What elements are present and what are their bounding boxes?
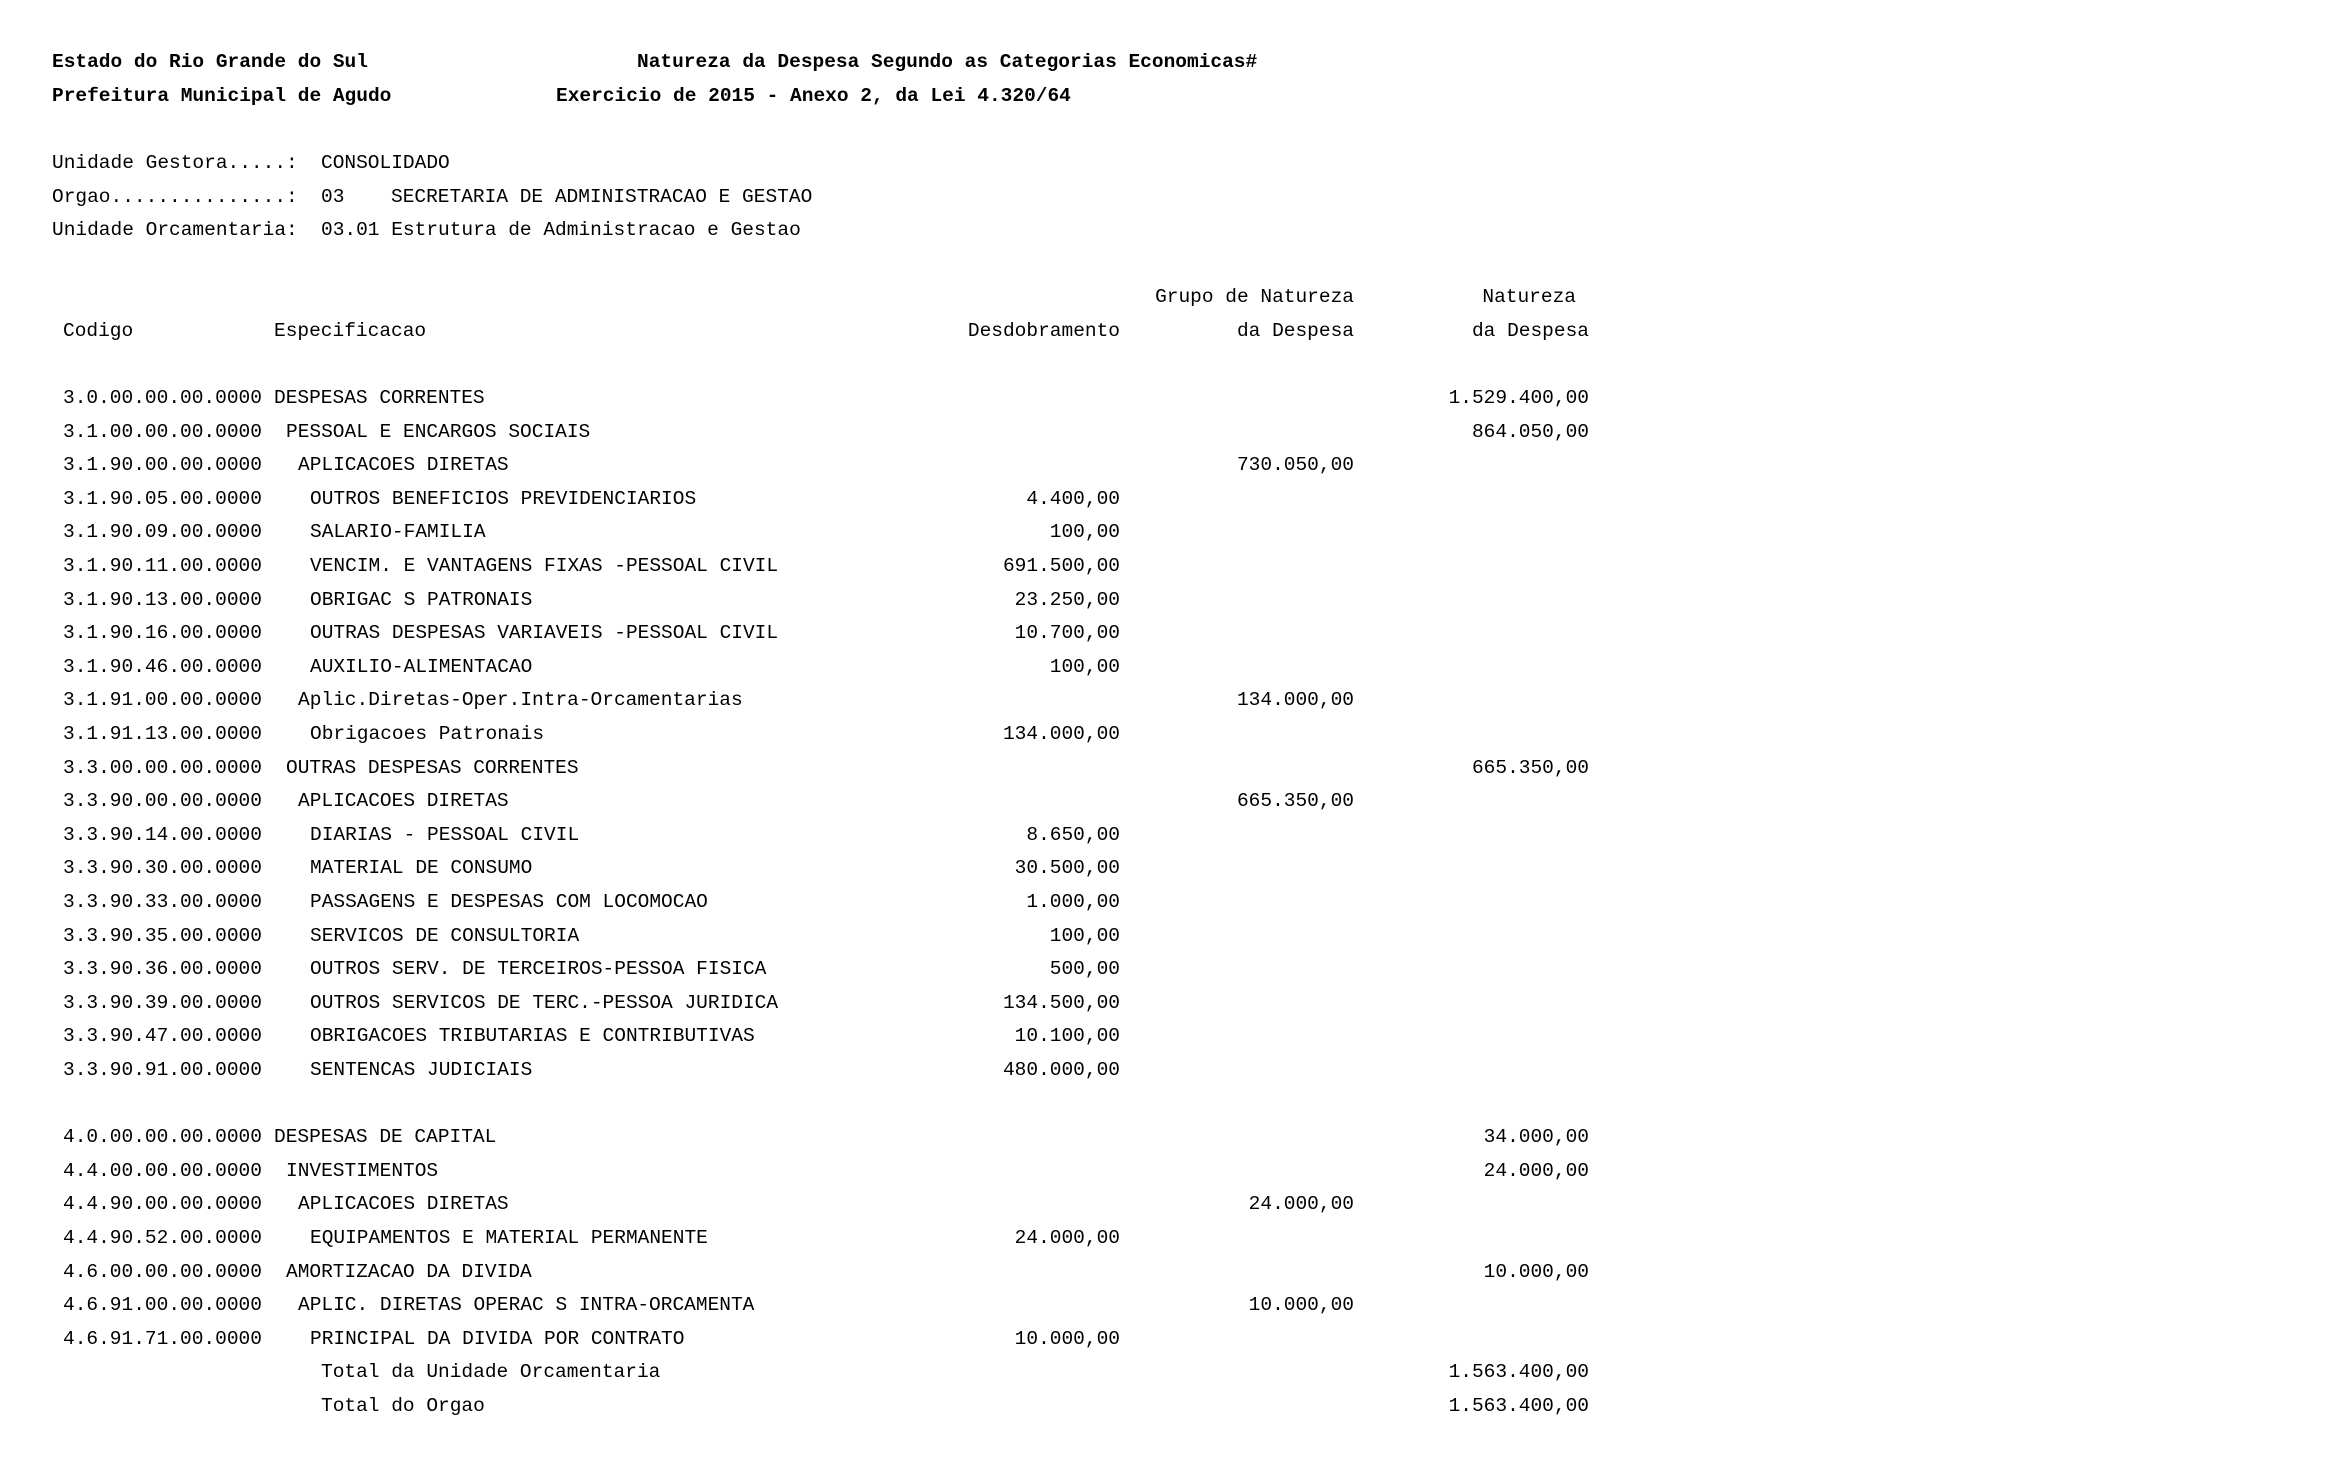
row-code: 4.4.00.00.00.0000 — [63, 1160, 262, 1182]
table-row — [0, 856, 2339, 886]
row-code: 3.3.00.00.00.0000 — [63, 757, 262, 779]
row-description: Obrigacoes Patronais — [310, 723, 545, 745]
row-grupo-natureza: 665.350,00 — [1236, 790, 1354, 812]
col-natureza-header-line1: Natureza — [1482, 286, 1576, 308]
table-row — [0, 420, 2339, 450]
row-description: Aplic.Diretas-Oper.Intra-Orcamentarias — [298, 689, 743, 711]
row-description: MATERIAL DE CONSUMO — [310, 857, 533, 879]
row-desdobramento: 480.000,00 — [1002, 1059, 1120, 1081]
row-description: Total do Orgao — [321, 1395, 485, 1417]
row-desdobramento: 10.100,00 — [1014, 1025, 1120, 1047]
col-desdobramento-header: Desdobramento — [967, 320, 1120, 342]
row-code: 3.3.90.00.00.0000 — [63, 790, 262, 812]
row-grupo-natureza: 730.050,00 — [1236, 454, 1354, 476]
row-code: 3.1.90.13.00.0000 — [63, 589, 262, 611]
row-desdobramento: 10.700,00 — [1014, 622, 1120, 644]
row-desdobramento: 24.000,00 — [1014, 1227, 1120, 1249]
row-description: EQUIPAMENTOS E MATERIAL PERMANENTE — [310, 1227, 708, 1249]
row-description: DESPESAS DE CAPITAL — [274, 1126, 497, 1148]
row-desdobramento: 23.250,00 — [1014, 589, 1120, 611]
row-grupo-natureza: 10.000,00 — [1248, 1294, 1354, 1316]
table-row — [0, 1058, 2339, 1088]
table-row — [0, 890, 2339, 920]
row-grupo-natureza: 24.000,00 — [1248, 1193, 1354, 1215]
row-description: APLICACOES DIRETAS — [298, 790, 509, 812]
row-description: OUTROS SERVICOS DE TERC.-PESSOA JURIDICA — [310, 992, 779, 1014]
table-row — [0, 823, 2339, 853]
row-description: SALARIO-FAMILIA — [310, 521, 486, 543]
row-natureza: 864.050,00 — [1471, 421, 1589, 443]
row-code: 3.3.90.33.00.0000 — [63, 891, 262, 913]
table-row — [0, 588, 2339, 618]
table-row — [0, 520, 2339, 550]
row-natureza: 665.350,00 — [1471, 757, 1589, 779]
table-row — [0, 957, 2339, 987]
orcamentaria-label: Unidade Orcamentaria: — [52, 219, 298, 241]
row-code: 4.6.00.00.00.0000 — [63, 1261, 262, 1283]
col-natureza-header-line2: da Despesa — [1471, 320, 1589, 342]
row-code: 3.1.00.00.00.0000 — [63, 421, 262, 443]
row-code: 4.4.90.00.00.0000 — [63, 1193, 262, 1215]
table-row — [0, 655, 2339, 685]
row-code: 3.3.90.14.00.0000 — [63, 824, 262, 846]
row-code: 4.6.91.71.00.0000 — [63, 1328, 262, 1350]
report-title: Natureza da Despesa Segundo as Categorias Economicas# — [637, 51, 1258, 73]
row-description: PASSAGENS E DESPESAS COM LOCOMOCAO — [310, 891, 708, 913]
row-description: APLICACOES DIRETAS — [298, 1193, 509, 1215]
row-description: APLIC. DIRETAS OPERAC S INTRA-ORCAMENTA — [298, 1294, 755, 1316]
table-row — [0, 386, 2339, 416]
row-desdobramento: 4.400,00 — [1026, 488, 1120, 510]
col-codigo-header: Codigo — [63, 320, 134, 342]
row-code: 3.1.90.00.00.0000 — [63, 454, 262, 476]
municipality-name: Prefeitura Municipal de Agudo — [52, 85, 392, 107]
table-row — [0, 1394, 2339, 1424]
row-desdobramento: 134.500,00 — [1002, 992, 1120, 1014]
row-natureza: 1.563.400,00 — [1448, 1395, 1589, 1417]
row-description: OBRIGAC S PATRONAIS — [310, 589, 533, 611]
row-description: SERVICOS DE CONSULTORIA — [310, 925, 580, 947]
table-row — [0, 554, 2339, 584]
row-code: 3.1.90.09.00.0000 — [63, 521, 262, 543]
row-description: DESPESAS CORRENTES — [274, 387, 485, 409]
row-description: OUTROS SERV. DE TERCEIROS-PESSOA FISICA — [310, 958, 767, 980]
col-grupo-header-line1: Grupo de Natureza — [1155, 286, 1354, 308]
table-row — [0, 924, 2339, 954]
row-desdobramento: 500,00 — [1049, 958, 1120, 980]
row-description: INVESTIMENTOS — [286, 1160, 439, 1182]
row-code: 3.1.90.11.00.0000 — [63, 555, 262, 577]
row-desdobramento: 8.650,00 — [1026, 824, 1120, 846]
table-row — [0, 1192, 2339, 1222]
gestora-label: Unidade Gestora.....: — [52, 152, 298, 174]
table-row — [0, 621, 2339, 651]
row-grupo-natureza: 134.000,00 — [1236, 689, 1354, 711]
table-row — [0, 1293, 2339, 1323]
row-description: PESSOAL E ENCARGOS SOCIAIS — [286, 421, 591, 443]
gestora-value: CONSOLIDADO — [321, 152, 450, 174]
row-natureza: 1.563.400,00 — [1448, 1361, 1589, 1383]
row-desdobramento: 100,00 — [1049, 656, 1120, 678]
table-row — [0, 789, 2339, 819]
row-desdobramento: 1.000,00 — [1026, 891, 1120, 913]
row-desdobramento: 134.000,00 — [1002, 723, 1120, 745]
orgao-name: SECRETARIA DE ADMINISTRACAO E GESTAO — [391, 186, 813, 208]
table-row — [0, 722, 2339, 752]
row-description: OUTROS BENEFICIOS PREVIDENCIARIOS — [310, 488, 697, 510]
row-code: 3.3.90.91.00.0000 — [63, 1059, 262, 1081]
orgao-label: Orgao...............: — [52, 186, 298, 208]
row-natureza: 24.000,00 — [1483, 1160, 1589, 1182]
row-code: 3.3.90.30.00.0000 — [63, 857, 262, 879]
row-code: 3.1.90.05.00.0000 — [63, 488, 262, 510]
table-row — [0, 991, 2339, 1021]
row-description: OUTRAS DESPESAS VARIAVEIS -PESSOAL CIVIL — [310, 622, 779, 644]
row-description: VENCIM. E VANTAGENS FIXAS -PESSOAL CIVIL — [310, 555, 779, 577]
row-code: 3.0.00.00.00.0000 — [63, 387, 262, 409]
row-desdobramento: 100,00 — [1049, 925, 1120, 947]
col-grupo-header-line2: da Despesa — [1236, 320, 1354, 342]
table-row — [0, 453, 2339, 483]
row-natureza: 1.529.400,00 — [1448, 387, 1589, 409]
row-description: SENTENCAS JUDICIAIS — [310, 1059, 533, 1081]
row-desdobramento: 100,00 — [1049, 521, 1120, 543]
table-row — [0, 1125, 2339, 1155]
row-natureza: 10.000,00 — [1483, 1261, 1589, 1283]
table-row — [0, 1327, 2339, 1357]
row-code: 3.3.90.39.00.0000 — [63, 992, 262, 1014]
table-row — [0, 1260, 2339, 1290]
row-code: 4.6.91.00.00.0000 — [63, 1294, 262, 1316]
row-desdobramento: 10.000,00 — [1014, 1328, 1120, 1350]
row-code: 3.3.90.36.00.0000 — [63, 958, 262, 980]
row-description: AMORTIZACAO DA DIVIDA — [286, 1261, 532, 1283]
row-code: 3.1.90.46.00.0000 — [63, 656, 262, 678]
orcamentaria-value: 03.01 Estrutura de Administracao e Gestao — [321, 219, 801, 241]
table-row — [0, 756, 2339, 786]
row-code: 3.3.90.47.00.0000 — [63, 1025, 262, 1047]
row-description: Total da Unidade Orcamentaria — [321, 1361, 661, 1383]
row-description: PRINCIPAL DA DIVIDA POR CONTRATO — [310, 1328, 685, 1350]
row-code: 3.3.90.35.00.0000 — [63, 925, 262, 947]
row-code: 4.4.90.52.00.0000 — [63, 1227, 262, 1249]
row-description: AUXILIO-ALIMENTACAO — [310, 656, 533, 678]
row-code: 4.0.00.00.00.0000 — [63, 1126, 262, 1148]
row-description: OUTRAS DESPESAS CORRENTES — [286, 757, 579, 779]
report-subtitle: Exercicio de 2015 - Anexo 2, da Lei 4.320/64 — [556, 85, 1071, 107]
col-especificacao-header: Especificacao — [274, 320, 427, 342]
table-row — [0, 1226, 2339, 1256]
table-row — [0, 487, 2339, 517]
row-code: 3.1.91.13.00.0000 — [63, 723, 262, 745]
orgao-code: 03 — [321, 186, 345, 208]
row-desdobramento: 30.500,00 — [1014, 857, 1120, 879]
table-row — [0, 1159, 2339, 1189]
table-row — [0, 1024, 2339, 1054]
row-natureza: 34.000,00 — [1483, 1126, 1589, 1148]
row-desdobramento: 691.500,00 — [1002, 555, 1120, 577]
row-description: APLICACOES DIRETAS — [298, 454, 509, 476]
row-description: OBRIGACOES TRIBUTARIAS E CONTRIBUTIVAS — [310, 1025, 755, 1047]
state-name: Estado do Rio Grande do Sul — [52, 51, 368, 73]
table-row — [0, 688, 2339, 718]
row-code: 3.1.91.00.00.0000 — [63, 689, 262, 711]
row-description: DIARIAS - PESSOAL CIVIL — [310, 824, 580, 846]
row-code: 3.1.90.16.00.0000 — [63, 622, 262, 644]
table-row — [0, 1360, 2339, 1390]
